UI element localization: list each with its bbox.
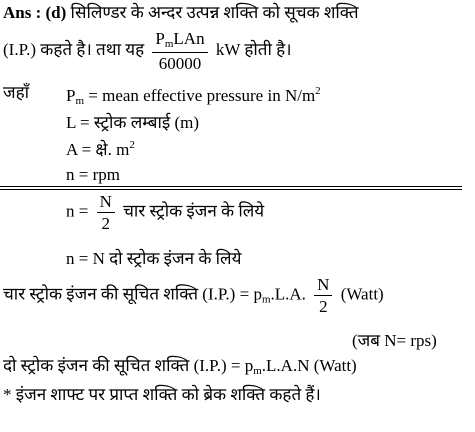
four-stroke-n: n = $\frac{N}{2}$ चार स्ट्रोक इंजन के लिये: [66, 192, 265, 233]
ip-four-stroke: चार स्ट्रोक इंजन की सूचित शक्ति $(I.P.) = p_m.L.A$. $\frac{N}{2}$ (Watt): [3, 275, 384, 316]
ip-formula-fraction: [152, 30, 207, 72]
answer-label: Ans :: [3, 3, 42, 22]
two-stroke-n: n = N दो स्ट्रोक इंजन के लिये: [66, 249, 242, 268]
answer-text-a: सिलिण्डर के अन्दर उत्पन्न शक्ति को सूचक शक्ति: [70, 3, 359, 22]
l-definition: L = स्ट्रोक लम्बाई (m): [66, 113, 200, 132]
a-definition: A = क्षे. $m^2$: [66, 139, 135, 159]
ip-four-fraction: $\frac{N}{2}$: [314, 276, 332, 315]
n-over-2-fraction: $\frac{N}{2}$: [97, 193, 115, 232]
ip-formula-numerator: $P_mLAn$: [152, 30, 207, 53]
divider-bottom: [0, 189, 462, 190]
footnote: * इंजन शाफ्ट पर प्राप्त शक्ति को ब्रेक शक्ति कहते हैं।: [3, 385, 321, 404]
answer-line-1: [3, 4, 359, 21]
pm-definition: $P_m$ = mean effective pressure in $N/m^2$: [66, 85, 321, 107]
ip-two-stroke: दो स्ट्रोक इंजन की सूचित शक्ति $(I.P.) = p_m.L.A.N$ (Watt): [3, 356, 357, 377]
answer-option: (d): [45, 3, 67, 22]
ip-formula-denominator: 60000: [158, 54, 202, 73]
answer-text-b: (I.P.) कहते है। तथा यह: [3, 39, 145, 59]
n-definition: n = rpm: [66, 165, 120, 184]
rps-note: (जब N= rps): [352, 331, 437, 350]
divider-top: [0, 186, 462, 187]
answer-text-c: kW होती है।: [215, 39, 292, 59]
where-label: जहाँ: [3, 83, 30, 102]
answer-line-2: [3, 30, 292, 72]
